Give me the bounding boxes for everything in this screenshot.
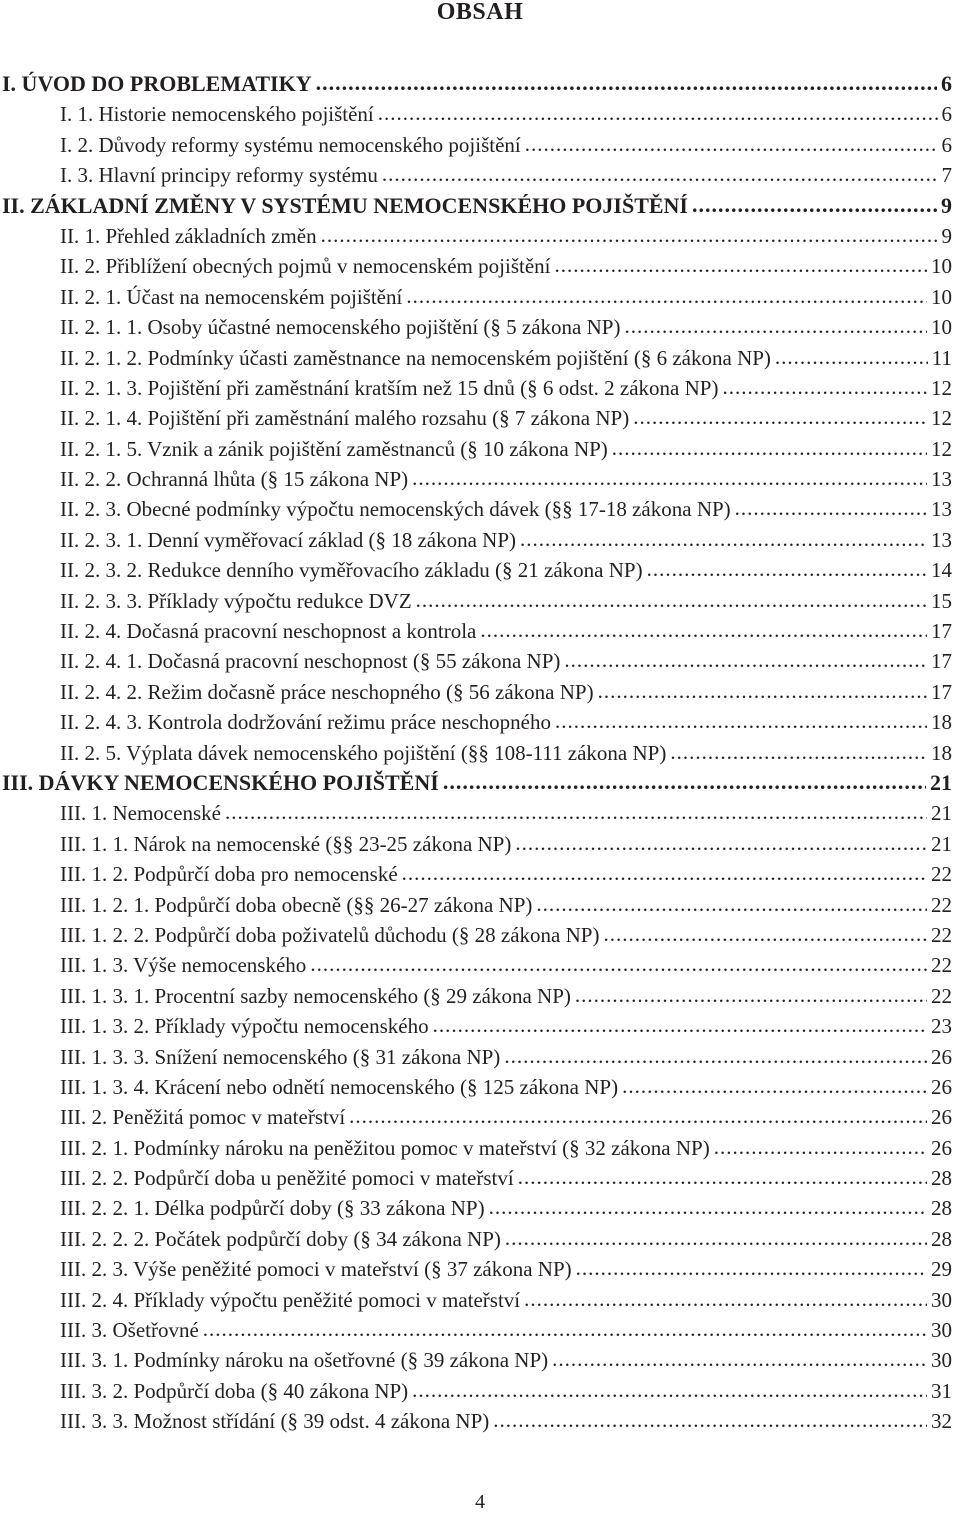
dot-leader xyxy=(349,1101,927,1131)
page-title: OBSAH xyxy=(436,0,524,25)
toc-entry-title: III. 1. Nemocenské xyxy=(60,801,221,826)
toc-entry[interactable] xyxy=(0,646,960,676)
toc-entry-page: 13 xyxy=(931,467,952,492)
dot-leader xyxy=(536,889,927,919)
toc-entry[interactable] xyxy=(0,1376,960,1406)
dot-leader xyxy=(670,737,927,767)
toc-entry-page: 13 xyxy=(931,497,952,522)
toc-entry-title: III. 3. 1. Podmínky nároku na ošetřovné (§ 39 zákona NP) xyxy=(60,1348,549,1373)
toc-entry[interactable] xyxy=(0,707,960,737)
toc-entry[interactable] xyxy=(0,373,960,403)
toc-entry[interactable] xyxy=(0,859,960,889)
toc-entry-page: 26 xyxy=(931,1135,952,1160)
toc-entry-page: 28 xyxy=(931,1196,952,1221)
dot-leader xyxy=(443,767,926,797)
toc-entry[interactable] xyxy=(0,343,960,373)
dot-leader xyxy=(406,281,927,311)
toc-entry[interactable] xyxy=(0,130,960,160)
toc-entry-page: 12 xyxy=(931,406,952,431)
dot-leader xyxy=(505,1223,927,1253)
dot-leader xyxy=(378,98,938,128)
toc-entry-page: 22 xyxy=(931,983,952,1008)
dot-leader xyxy=(480,615,927,645)
dot-leader xyxy=(225,797,927,827)
dot-leader xyxy=(624,311,927,341)
toc-entry-page: 10 xyxy=(931,315,952,340)
toc-entry-title: III. 1. 2. 2. Podpůrčí doba poživatelů důchodu (§ 28 zákona NP) xyxy=(60,922,600,947)
toc-entry[interactable] xyxy=(0,464,960,494)
dot-leader xyxy=(525,129,938,159)
toc-entry-title: III. 2. 3. Výše peněžité pomoci v mateřství (§ 37 zákona NP) xyxy=(60,1257,572,1282)
toc-entry[interactable] xyxy=(0,981,960,1011)
toc-entry[interactable] xyxy=(0,1011,960,1041)
toc-entry[interactable] xyxy=(0,586,960,616)
toc-entry-page: 29 xyxy=(931,1257,952,1282)
toc-entry-title: I. 2. Důvody reformy systému nemocenského pojištění xyxy=(60,132,521,157)
toc-entry[interactable] xyxy=(0,282,960,312)
toc-entry-page: 28 xyxy=(931,1166,952,1191)
dot-leader xyxy=(633,402,927,432)
toc-entry-page: 6 xyxy=(941,102,952,127)
toc-entry-page: 14 xyxy=(931,558,952,583)
toc-entry[interactable] xyxy=(0,1315,960,1345)
dot-leader xyxy=(316,68,937,98)
toc-entry-title: II. 2. 1. 2. Podmínky účasti zaměstnance na nemocenském pojištění (§ 6 zákona NP) xyxy=(60,345,771,370)
dot-leader xyxy=(552,1344,927,1374)
toc-entry-page: 12 xyxy=(931,436,952,461)
toc-entry-title: II. 2. 4. 2. Režim dočasně práce neschopného (§ 56 zákona NP) xyxy=(60,679,594,704)
toc-entry-title: II. 2. 4. Dočasná pracovní neschopnost a kontrola xyxy=(60,619,477,644)
toc-entry-page: 30 xyxy=(931,1318,952,1343)
dot-leader xyxy=(576,1253,927,1283)
dot-leader xyxy=(416,585,927,615)
toc-entry-title: II. 2. 1. 4. Pojištění při zaměstnání malého rozsahu (§ 7 zákona NP) xyxy=(60,406,630,431)
toc-entry[interactable] xyxy=(0,1193,960,1223)
toc-entry-page: 26 xyxy=(931,1044,952,1069)
dot-leader xyxy=(203,1314,927,1344)
toc-entry-page: 10 xyxy=(931,254,952,279)
toc-entry-page: 22 xyxy=(931,953,952,978)
toc-entry-title: II. ZÁKLADNÍ ZMĚNY V SYSTÉMU NEMOCENSKÉHO POJIŠTĚNÍ xyxy=(2,192,688,218)
toc-entry[interactable] xyxy=(0,1406,960,1436)
toc-entry[interactable] xyxy=(0,738,960,768)
toc-entry[interactable] xyxy=(0,312,960,342)
dot-leader xyxy=(603,919,927,949)
table-of-contents xyxy=(0,69,960,1437)
toc-entry-page: 17 xyxy=(931,679,952,704)
toc-entry-title: II. 2. 1. 5. Vznik a zánik pojištění zaměstnanců (§ 10 zákona NP) xyxy=(60,436,608,461)
dot-leader xyxy=(714,1132,927,1162)
toc-entry[interactable] xyxy=(0,221,960,251)
toc-entry-page: 6 xyxy=(941,71,952,96)
toc-entry-page: 28 xyxy=(931,1226,952,1251)
toc-entry-page: 18 xyxy=(931,710,952,735)
toc-entry-page: 21 xyxy=(931,831,952,856)
dot-leader xyxy=(412,1375,927,1405)
toc-entry-page: 15 xyxy=(931,588,952,613)
toc-entry[interactable] xyxy=(0,798,960,828)
toc-entry-page: 17 xyxy=(931,619,952,644)
dot-leader xyxy=(564,645,927,675)
toc-entry[interactable] xyxy=(0,950,960,980)
dot-leader xyxy=(575,980,927,1010)
toc-entry-page: 30 xyxy=(931,1287,952,1312)
toc-entry-title: II. 2. 2. Ochranná lhůta (§ 15 zákona NP) xyxy=(60,467,409,492)
toc-entry[interactable] xyxy=(0,494,960,524)
toc-entry-page: 11 xyxy=(931,345,952,370)
toc-entry-page: 23 xyxy=(931,1014,952,1039)
dot-leader xyxy=(321,220,938,250)
toc-entry[interactable] xyxy=(0,555,960,585)
toc-entry[interactable] xyxy=(0,403,960,433)
toc-entry-page: 17 xyxy=(931,649,952,674)
toc-entry-title: III. 1. 2. Podpůrčí doba pro nemocenské xyxy=(60,862,398,887)
dot-leader xyxy=(504,1041,927,1071)
toc-entry-page: 6 xyxy=(941,132,952,157)
toc-entry[interactable] xyxy=(0,677,960,707)
toc-entry-title: II. 2. 5. Výplata dávek nemocenského pojištění (§§ 108-111 zákona NP) xyxy=(60,740,667,765)
toc-chapter-entry[interactable] xyxy=(0,768,960,798)
toc-entry-page: 21 xyxy=(930,769,952,795)
toc-chapter-entry[interactable] xyxy=(0,191,960,221)
toc-entry-title: III. 3. Ošetřovné xyxy=(60,1318,199,1343)
toc-entry[interactable] xyxy=(0,1345,960,1375)
toc-entry-title: III. 1. 3. 4. Krácení nebo odnětí nemocenského (§ 125 zákona NP) xyxy=(60,1074,619,1099)
toc-entry[interactable] xyxy=(0,616,960,646)
dot-leader xyxy=(554,250,927,280)
toc-entry-title: I. ÚVOD DO PROBLEMATIKY xyxy=(2,71,312,96)
toc-entry-title: II. 2. 3. 1. Denní vyměřovací základ (§ 18 zákona NP) xyxy=(60,527,517,552)
dot-leader xyxy=(493,1405,927,1435)
toc-entry[interactable] xyxy=(0,1042,960,1072)
toc-entry-title: I. 3. Hlavní principy reformy systému xyxy=(60,163,378,188)
toc-entry-title: II. 1. Přehled základních změn xyxy=(60,223,317,248)
toc-entry-page: 32 xyxy=(931,1409,952,1434)
dot-leader xyxy=(412,463,927,493)
toc-entry[interactable] xyxy=(0,251,960,281)
toc-entry-page: 9 xyxy=(941,192,952,218)
toc-entry[interactable] xyxy=(0,99,960,129)
toc-entry-page: 26 xyxy=(931,1074,952,1099)
toc-entry-page: 12 xyxy=(931,375,952,400)
dot-leader xyxy=(775,342,928,372)
dot-leader xyxy=(598,676,927,706)
dot-leader xyxy=(518,1162,927,1192)
dot-leader xyxy=(612,433,927,463)
toc-entry-title: I. 1. Historie nemocenského pojištění xyxy=(60,102,374,127)
dot-leader xyxy=(515,828,927,858)
toc-entry[interactable] xyxy=(0,1102,960,1132)
page-number: 4 xyxy=(475,1491,485,1513)
toc-entry-title: II. 2. 1. Účast na nemocenském pojištění xyxy=(60,284,403,309)
toc-entry-page: 30 xyxy=(931,1348,952,1373)
toc-entry-page: 9 xyxy=(941,223,952,248)
dot-leader xyxy=(433,1010,927,1040)
toc-entry-title: III. 1. 2. 1. Podpůrčí doba obecně (§§ 26-27 zákona NP) xyxy=(60,892,533,917)
toc-entry-title: III. 3. 3. Možnost střídání (§ 39 odst. 4 zákona NP) xyxy=(60,1409,490,1434)
toc-entry[interactable] xyxy=(0,160,960,190)
toc-entry-title: II. 2. 1. 3. Pojištění při zaměstnání kratším než 15 dnů (§ 6 odst. 2 zákona NP) xyxy=(60,375,719,400)
dot-leader xyxy=(310,949,927,979)
toc-entry-page: 22 xyxy=(931,892,952,917)
dot-leader xyxy=(382,159,938,189)
dot-leader xyxy=(520,524,927,554)
toc-entry-title: III. DÁVKY NEMOCENSKÉHO POJIŠTĚNÍ xyxy=(2,769,439,795)
toc-entry-page: 31 xyxy=(931,1378,952,1403)
toc-entry-title: III. 2. Peněžitá pomoc v mateřství xyxy=(60,1105,346,1130)
toc-entry-title: III. 2. 4. Příklady výpočtu peněžité pomoci v mateřství xyxy=(60,1287,521,1312)
toc-entry[interactable] xyxy=(0,920,960,950)
toc-entry[interactable] xyxy=(0,1072,960,1102)
toc-entry[interactable] xyxy=(0,434,960,464)
toc-entry[interactable] xyxy=(0,829,960,859)
dot-leader xyxy=(524,1284,927,1314)
toc-entry-title: III. 1. 3. 1. Procentní sazby nemocenského (§ 29 zákona NP) xyxy=(60,983,571,1008)
toc-entry[interactable] xyxy=(0,1254,960,1284)
toc-chapter-entry[interactable] xyxy=(0,69,960,99)
dot-leader xyxy=(489,1192,927,1222)
dot-leader xyxy=(555,706,927,736)
toc-entry[interactable] xyxy=(0,1163,960,1193)
toc-entry-page: 22 xyxy=(931,922,952,947)
dot-leader xyxy=(692,190,937,220)
toc-entry[interactable] xyxy=(0,1133,960,1163)
toc-entry-title: III. 2. 2. Podpůrčí doba u peněžité pomoci v mateřství xyxy=(60,1166,514,1191)
toc-entry-title: II. 2. 4. 1. Dočasná pracovní neschopnost (§ 55 zákona NP) xyxy=(60,649,561,674)
toc-entry-page: 22 xyxy=(931,862,952,887)
toc-entry-page: 10 xyxy=(931,284,952,309)
toc-entry-title: II. 2. 3. Obecné podmínky výpočtu nemocenských dávek (§§ 17-18 zákona NP) xyxy=(60,497,731,522)
toc-entry-title: II. 2. Přiblížení obecných pojmů v nemocenském pojištění xyxy=(60,254,551,279)
dot-leader xyxy=(647,554,927,584)
toc-entry-page: 7 xyxy=(941,163,952,188)
toc-entry-title: II. 2. 3. 2. Redukce denního vyměřovacího základu (§ 21 zákona NP) xyxy=(60,558,643,583)
toc-entry-page: 21 xyxy=(931,801,952,826)
toc-entry[interactable] xyxy=(0,1285,960,1315)
toc-entry-title: III. 1. 1. Nárok na nemocenské (§§ 23-25 zákona NP) xyxy=(60,831,512,856)
toc-entry-title: II. 2. 1. 1. Osoby účastné nemocenského pojištění (§ 5 zákona NP) xyxy=(60,315,621,340)
dot-leader xyxy=(402,858,927,888)
toc-entry-title: III. 2. 2. 2. Počátek podpůrčí doby (§ 34 zákona NP) xyxy=(60,1226,501,1251)
toc-entry-page: 26 xyxy=(931,1105,952,1130)
toc-entry-title: III. 1. 3. Výše nemocenského xyxy=(60,953,307,978)
toc-entry-page: 13 xyxy=(931,527,952,552)
toc-entry-page: 18 xyxy=(931,740,952,765)
toc-entry[interactable] xyxy=(0,525,960,555)
toc-entry-title: II. 2. 4. 3. Kontrola dodržování režimu práce neschopného xyxy=(60,710,551,735)
dot-leader xyxy=(735,493,927,523)
toc-entry-title: III. 2. 2. 1. Délka podpůrčí doby (§ 33 zákona NP) xyxy=(60,1196,485,1221)
toc-entry-title: III. 2. 1. Podmínky nároku na peněžitou pomoc v mateřství (§ 32 zákona NP) xyxy=(60,1135,710,1160)
toc-entry-title: II. 2. 3. 3. Příklady výpočtu redukce DVZ xyxy=(60,588,412,613)
toc-entry-title: III. 1. 3. 3. Snížení nemocenského (§ 31 zákona NP) xyxy=(60,1044,501,1069)
toc-entry[interactable] xyxy=(0,1224,960,1254)
dot-leader xyxy=(722,372,927,402)
toc-entry[interactable] xyxy=(0,890,960,920)
dot-leader xyxy=(622,1071,927,1101)
toc-entry-title: III. 3. 2. Podpůrčí doba (§ 40 zákona NP) xyxy=(60,1378,409,1403)
toc-entry-title: III. 1. 3. 2. Příklady výpočtu nemocenského xyxy=(60,1014,429,1039)
